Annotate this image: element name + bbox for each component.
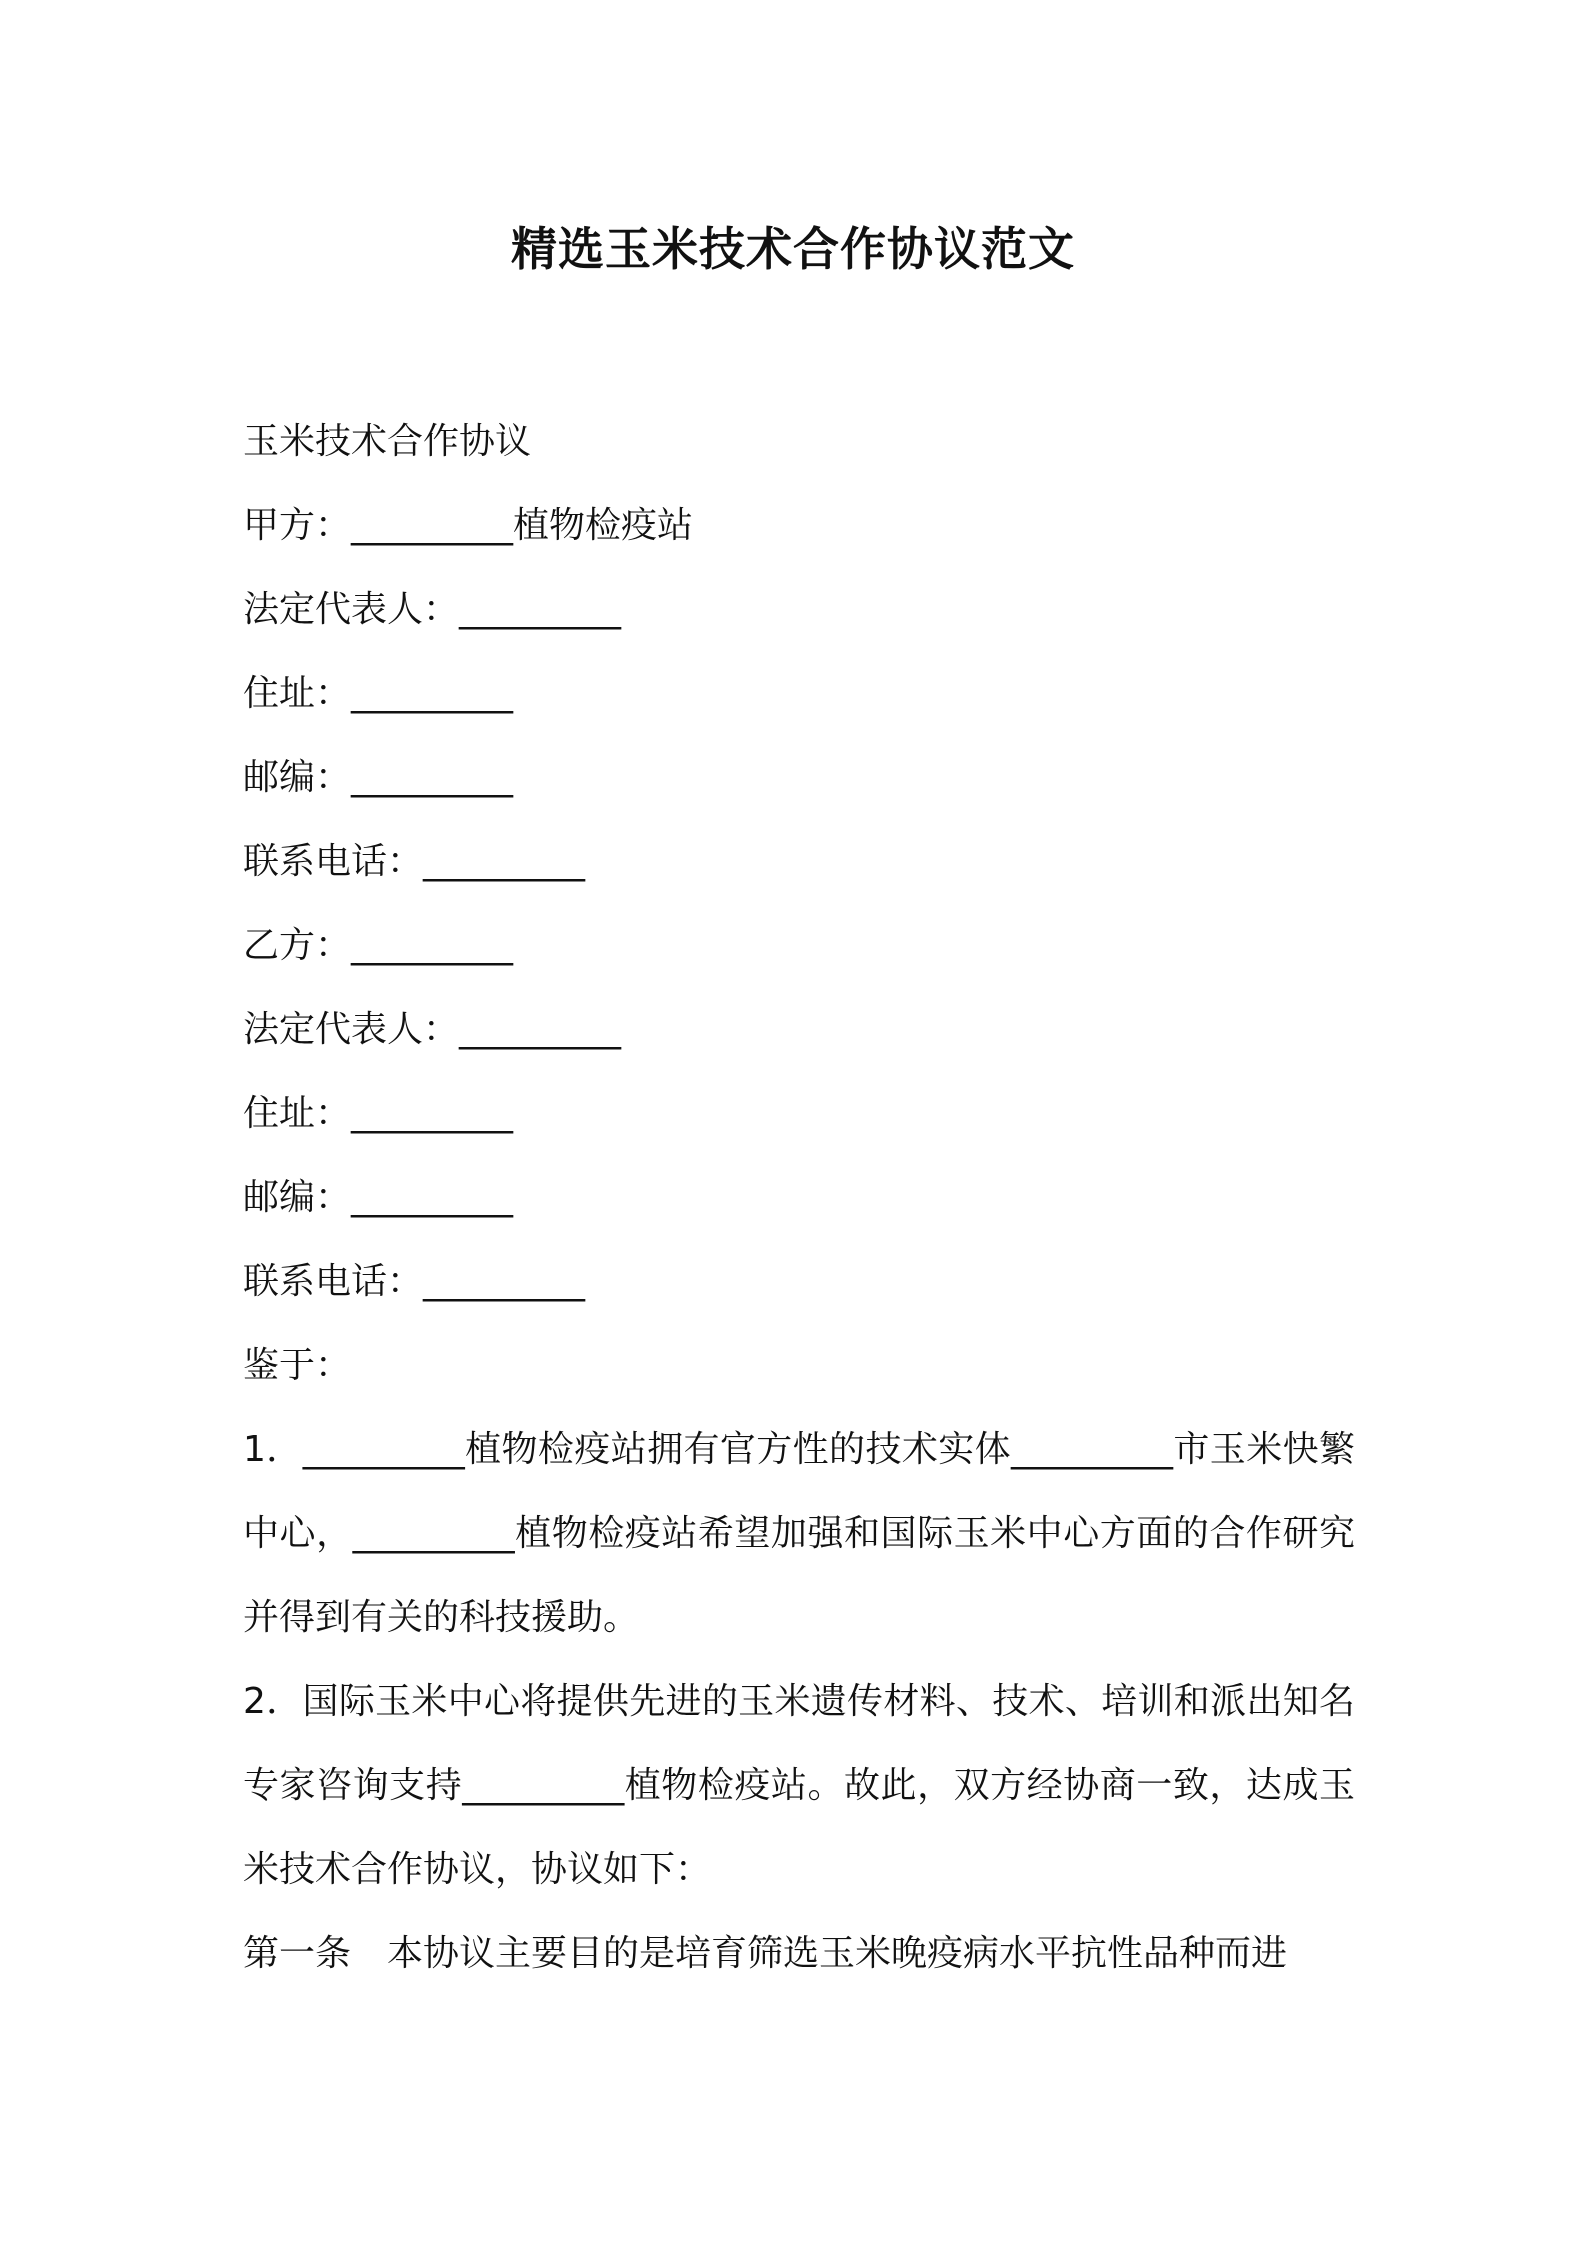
party-b-postcode: 邮编：_________ xyxy=(243,1177,514,1218)
party-a-name: 甲方：_________植物检疫站 xyxy=(243,505,694,546)
whereas-clause-1: 1．_________植物检疫站拥有官方性的技术实体_________市玉米快繁中心，_________植物检疫站希望加强和国际玉米中心方面的合作研究并得到有关的科技援助。 xyxy=(243,1429,1355,1638)
party-a-phone: 联系电话：_________ xyxy=(243,841,586,882)
whereas-label: 鉴于： xyxy=(243,1345,352,1386)
article-1: 第一条 本协议主要目的是培育筛选玉米晚疫病水平抗性品种而进 xyxy=(243,1933,1288,1974)
whereas-clause-2: 2．国际玉米中心将提供先进的玉米遗传材料、技术、培训和派出知名专家咨询支持_________植物检疫站。故此，双方经协商一致，达成玉米技术合作协议，协议如下： xyxy=(243,1681,1355,1890)
party-b-address: 住址：_________ xyxy=(243,1093,514,1134)
agreement-heading: 玉米技术合作协议 xyxy=(243,421,532,462)
document-title: 精选玉米技术合作协议范文 xyxy=(511,222,1075,276)
document-body xyxy=(243,400,1355,1996)
party-a-address: 住址：_________ xyxy=(243,673,514,714)
party-a-postcode: 邮编：_________ xyxy=(243,757,514,798)
party-a-legal-representative: 法定代表人：_________ xyxy=(243,589,622,630)
party-b-phone: 联系电话：_________ xyxy=(243,1261,586,1302)
party-b-name: 乙方：_________ xyxy=(243,925,514,966)
party-b-legal-representative: 法定代表人：_________ xyxy=(243,1009,622,1050)
